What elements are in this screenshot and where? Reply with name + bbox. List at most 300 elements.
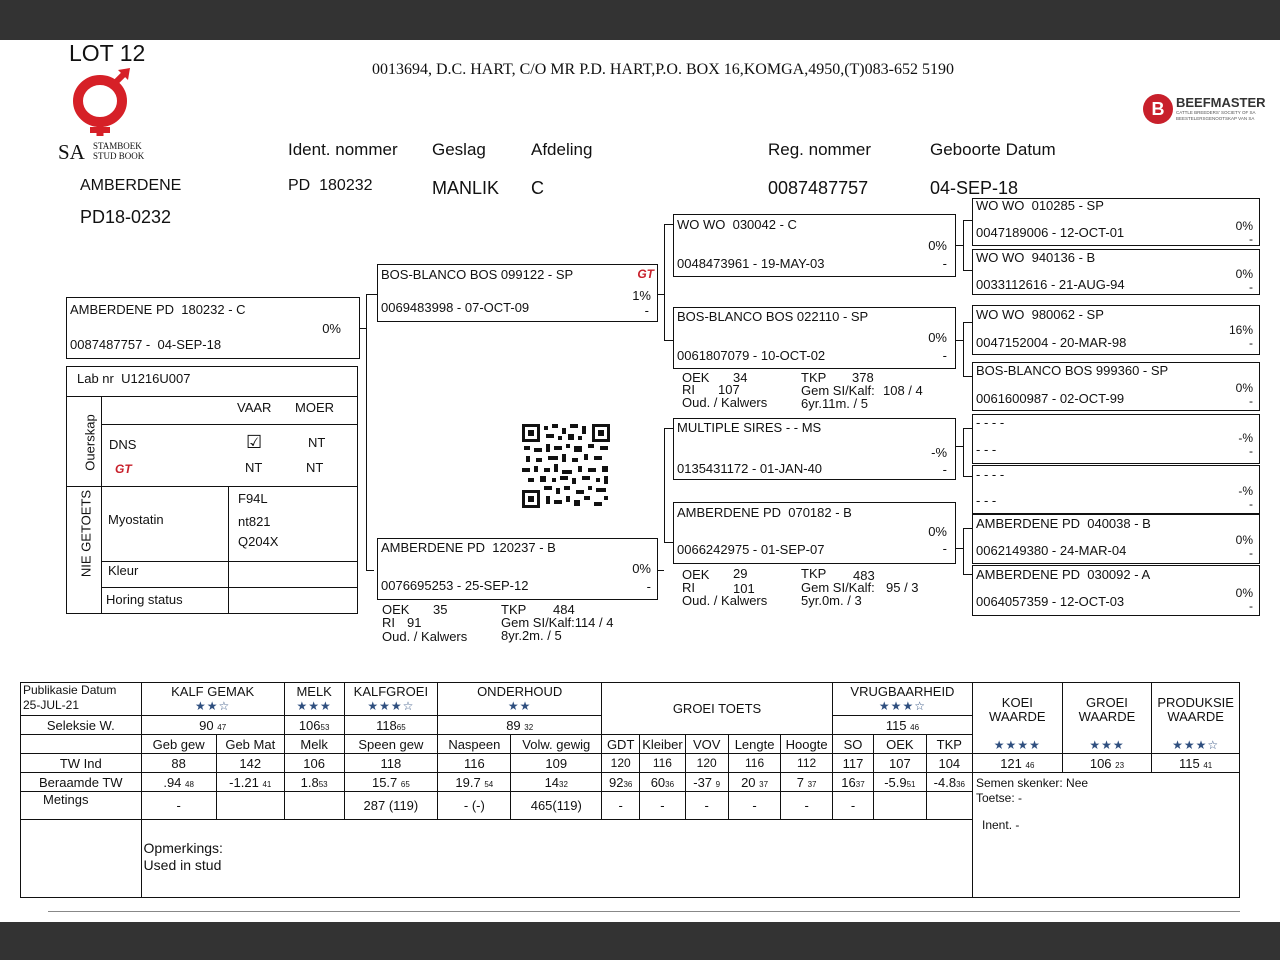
btw-cell bbox=[728, 773, 781, 792]
ds-reg: 0135431172 - 01-JAN-40 bbox=[677, 461, 823, 476]
dam-dam-box[interactable] bbox=[673, 502, 956, 564]
sd-ri-label: RI bbox=[682, 382, 695, 397]
ss-reg: 0048473961 - 19-MAY-03 bbox=[677, 256, 825, 271]
btw-val: 1.8 bbox=[300, 774, 319, 790]
ggp4-dash: - bbox=[1249, 394, 1253, 408]
groei-label2: WAARDE bbox=[1078, 709, 1136, 724]
dam-age: 8yr.2m. / 5 bbox=[501, 628, 562, 643]
dd-reg: 0066242975 - 01-SEP-07 bbox=[677, 542, 825, 557]
subject-pct: 0% bbox=[322, 321, 341, 336]
ggp6-pct: -% bbox=[1238, 484, 1253, 498]
onderhoud-sel bbox=[438, 716, 602, 735]
tw-cell: 142 bbox=[216, 754, 284, 773]
tw-cell: 109 bbox=[511, 754, 602, 773]
dd-pct: 0% bbox=[928, 524, 947, 539]
ggp4-reg: 0061600987 - 02-OCT-99 bbox=[976, 391, 1125, 406]
myo-nt821: nt821 bbox=[238, 514, 271, 529]
dam-ri-value: 91 bbox=[407, 615, 422, 630]
sd-age: 6yr.11m. / 5 bbox=[801, 396, 868, 411]
owner-line: 0013694, D.C. HART, C/O MR P.D. HART,P.O. BOX 16,KOMGA,4950,(T)083-652 5190 bbox=[372, 61, 954, 78]
kalf-gemak-header bbox=[141, 683, 284, 716]
semen-cell bbox=[973, 775, 1240, 898]
tw-groei-val: 106 bbox=[1089, 755, 1112, 771]
ggp-box-5[interactable] bbox=[972, 414, 1260, 464]
btw-val: -4.8 bbox=[933, 774, 957, 790]
btw-sub: 32 bbox=[559, 779, 568, 789]
beefmaster-name: BEEFMASTER bbox=[1176, 95, 1266, 110]
tw-cell: 106 bbox=[284, 754, 344, 773]
sd-tkp-label: TKP bbox=[801, 370, 827, 385]
btw-val: 20 bbox=[741, 774, 756, 790]
melk-sel bbox=[284, 716, 344, 735]
tw-cell: 116 bbox=[728, 754, 781, 773]
col-hoogte: Hoogte bbox=[781, 735, 833, 754]
ident-header: Ident. nommer bbox=[288, 140, 398, 159]
dam-box[interactable] bbox=[377, 538, 658, 600]
ggp1-name: WO WO 010285 - SP bbox=[976, 198, 1104, 213]
opm-label: Opmerkings: bbox=[143, 840, 223, 856]
seleksie-label: Seleksie W. bbox=[21, 716, 142, 735]
sire-pct: 1% bbox=[632, 288, 651, 303]
kalf-gemak-stars: ★★☆ bbox=[195, 699, 231, 713]
col-oek: OEK bbox=[874, 735, 927, 754]
moer-header: MOER bbox=[295, 400, 334, 415]
kalfgroei-sel bbox=[344, 716, 438, 735]
kalf-gemak-label: KALF GEMAK bbox=[171, 684, 255, 699]
col-lengte: Lengte bbox=[728, 735, 781, 754]
ggp7-dash: - bbox=[1249, 546, 1253, 560]
ggp-box-1[interactable] bbox=[972, 198, 1260, 246]
sire-dash: - bbox=[644, 303, 649, 318]
produksie-label1: PRODUKSIE bbox=[1157, 695, 1234, 710]
kalf-gemak-sub: 47 bbox=[217, 722, 227, 732]
sex-header: Geslag bbox=[432, 140, 486, 159]
vrugbaarheid-label: VRUGBAARHEID bbox=[850, 684, 955, 699]
ggp7-reg: 0062149380 - 24-MAR-04 bbox=[976, 543, 1127, 558]
qr-code-icon bbox=[522, 424, 610, 508]
ggp8-name: AMBERDENE PD 030092 - A bbox=[976, 567, 1151, 582]
tw-row bbox=[21, 754, 1240, 773]
dam-oek-value: 35 bbox=[433, 602, 448, 617]
ggp2-dash: - bbox=[1249, 280, 1253, 294]
sd-ri-value: 107 bbox=[718, 382, 740, 397]
opm-text: Used in stud bbox=[143, 857, 222, 873]
ggp3-name: WO WO 980062 - SP bbox=[976, 307, 1104, 322]
dd-age: 5yr.0m. / 3 bbox=[801, 593, 862, 608]
dam-tkp-label: TKP bbox=[501, 602, 527, 617]
btw-sub: 51 bbox=[906, 779, 916, 789]
tw-koei bbox=[973, 754, 1063, 773]
toetse-text: Toetse: - bbox=[976, 790, 1023, 805]
produksie-label2: WAARDE bbox=[1167, 709, 1224, 724]
btw-val: 7 bbox=[796, 774, 804, 790]
col-naspeen: Naspeen bbox=[438, 735, 511, 754]
ggp-box-4[interactable] bbox=[972, 362, 1260, 411]
onderhoud-header bbox=[438, 683, 602, 716]
btw-val: 92 bbox=[608, 774, 624, 790]
btw-val: -1.21 bbox=[229, 774, 259, 790]
ggp6-name: - - - - bbox=[976, 467, 1005, 482]
ident-code: PD18-0232 bbox=[80, 207, 172, 227]
btw-sub: 36 bbox=[623, 779, 633, 789]
col-gdt: GDT bbox=[602, 735, 640, 754]
ss-name: WO WO 030042 - C bbox=[677, 217, 797, 232]
ggp7-name: AMBERDENE PD 040038 - B bbox=[976, 516, 1151, 531]
groei-waarde-header bbox=[1062, 683, 1152, 754]
onderhoud-sub: 32 bbox=[524, 722, 534, 732]
produksie-waarde-header bbox=[1152, 683, 1240, 754]
semen-text: Semen skenker: Nee bbox=[976, 775, 1089, 790]
ss-pct: 0% bbox=[928, 238, 947, 253]
metings-row bbox=[21, 792, 1240, 820]
melk-stars: ★★★ bbox=[296, 699, 332, 713]
herd-name: AMBERDENE bbox=[80, 177, 182, 194]
dd-gem-value: 95 / 3 bbox=[886, 580, 919, 595]
sex-value: MANLIK bbox=[432, 178, 500, 198]
dam-oek-label: OEK bbox=[382, 602, 410, 617]
ggp8-pct: 0% bbox=[1235, 586, 1253, 600]
subject-name: AMBERDENE PD 180232 - C bbox=[70, 302, 246, 317]
ggp-box-7[interactable] bbox=[972, 514, 1260, 564]
gt-logo-icon: GT bbox=[115, 462, 132, 476]
horing-label: Horing status bbox=[106, 592, 183, 607]
dd-name: AMBERDENE PD 070182 - B bbox=[677, 505, 852, 520]
pub-date: 25-JUL-21 bbox=[23, 698, 80, 712]
sa-text: SA bbox=[58, 140, 85, 164]
reg-header: Reg. nommer bbox=[768, 140, 871, 159]
btw-sub: 37 bbox=[855, 779, 865, 789]
performance-table bbox=[20, 682, 1240, 898]
col-melk: Melk bbox=[284, 735, 344, 754]
met-cell bbox=[216, 792, 284, 820]
beefmaster-logo bbox=[1143, 92, 1268, 126]
opm-cell bbox=[141, 820, 972, 898]
btw-sub: 65 bbox=[400, 779, 410, 789]
sd-reg: 0061807079 - 10-OCT-02 bbox=[677, 348, 826, 363]
btw-val: -37 bbox=[693, 774, 713, 790]
dam-sire-box[interactable] bbox=[673, 418, 956, 480]
gt-vaar-value: NT bbox=[245, 460, 263, 475]
btw-cell bbox=[216, 773, 284, 792]
btw-cell bbox=[511, 773, 602, 792]
sd-oek-label: OEK bbox=[682, 370, 710, 385]
tw-koei-sub: 46 bbox=[1025, 760, 1035, 770]
met-label: Metings bbox=[21, 792, 142, 820]
sire-dam-box[interactable] bbox=[673, 307, 956, 369]
dam-reg: 0076695253 - 25-SEP-12 bbox=[381, 578, 529, 593]
col-volw-gewig: Volw. gewig bbox=[511, 735, 602, 754]
btw-sub: 37 bbox=[807, 779, 817, 789]
dns-checkbox-icon: ☑ bbox=[246, 432, 263, 452]
studbook-symbol-icon bbox=[58, 68, 158, 138]
tw-prod bbox=[1152, 754, 1240, 773]
btw-val: 16 bbox=[841, 774, 856, 790]
tw-cell: 107 bbox=[874, 754, 927, 773]
tw-groei-sub: 23 bbox=[1115, 760, 1125, 770]
pub-cell bbox=[21, 683, 142, 716]
sire-gt-icon: GT bbox=[637, 267, 654, 281]
btw-val: 60 bbox=[650, 774, 666, 790]
kalfgroei-val: 118 bbox=[376, 717, 397, 733]
tw-cell: 88 bbox=[141, 754, 216, 773]
ggp-box-6[interactable] bbox=[972, 465, 1260, 514]
met-cell: 465(119) bbox=[511, 792, 602, 820]
kalf-gemak-sel bbox=[141, 716, 284, 735]
ggp3-pct: 16% bbox=[1228, 323, 1253, 337]
col-kleiber: Kleiber bbox=[640, 735, 685, 754]
kalfgroei-label: KALFGROEI bbox=[353, 684, 429, 699]
ggp5-dash: - bbox=[1249, 444, 1253, 458]
ggp2-reg: 0033112616 - 21-AUG-94 bbox=[976, 277, 1125, 292]
onderhoud-val: 89 bbox=[506, 717, 521, 733]
met-cell: - bbox=[832, 792, 873, 820]
sd-oud-label: Oud. / Kalwers bbox=[682, 395, 768, 410]
kleur-label: Kleur bbox=[108, 563, 139, 578]
dam-ri-label: RI bbox=[382, 615, 395, 630]
btw-cell bbox=[640, 773, 685, 792]
tw-cell: 120 bbox=[685, 754, 728, 773]
groei-stars: ★★★ bbox=[1089, 738, 1125, 752]
btw-cell bbox=[874, 773, 927, 792]
beefmaster-tag2: BEESTELERSGENOOTSKAP VAN SA bbox=[1176, 116, 1255, 121]
met-cell bbox=[926, 792, 972, 820]
ds-pct: -% bbox=[931, 445, 947, 460]
tw-cell: 120 bbox=[602, 754, 640, 773]
ggp1-dash: - bbox=[1249, 232, 1253, 246]
vrugbaarheid-val: 115 bbox=[885, 717, 907, 733]
col-vov: VOV bbox=[685, 735, 728, 754]
dns-label: DNS bbox=[109, 437, 137, 452]
inent-text: Inent. - bbox=[982, 817, 1020, 832]
sd-gem-label: Gem SI/Kalf: bbox=[801, 383, 875, 398]
stamboek-text: STAMBOEK bbox=[93, 141, 142, 151]
ouerskap-label: Ouerskap bbox=[82, 414, 98, 471]
ggp8-dash: - bbox=[1249, 599, 1253, 613]
top-bar bbox=[0, 0, 1280, 40]
lot-number: LOT 12 bbox=[69, 40, 146, 66]
pub-label: Publikasie Datum bbox=[23, 683, 117, 697]
ggp3-reg: 0047152004 - 20-MAR-98 bbox=[976, 335, 1127, 350]
dd-tkp-label: TKP bbox=[801, 566, 827, 581]
ggp-box-2[interactable] bbox=[972, 249, 1260, 295]
group-header-row bbox=[21, 683, 1240, 716]
tw-cell: 104 bbox=[926, 754, 972, 773]
ggp6-reg: - - - bbox=[976, 493, 997, 508]
studbook-text: STUD BOOK bbox=[93, 151, 145, 161]
dns-moer-value: NT bbox=[308, 435, 326, 450]
ggp5-pct: -% bbox=[1238, 431, 1253, 445]
sd-oek-value: 34 bbox=[733, 370, 748, 385]
ggp-box-8[interactable] bbox=[972, 565, 1260, 616]
sd-pct: 0% bbox=[928, 330, 947, 345]
bottom-bar bbox=[0, 922, 1280, 960]
melk-sub: 53 bbox=[320, 722, 330, 732]
btw-val: -5.9 bbox=[884, 774, 907, 790]
onderhoud-stars: ★★ bbox=[507, 699, 532, 713]
btw-cell bbox=[832, 773, 873, 792]
ggp5-name: - - - - bbox=[976, 415, 1005, 430]
tw-prod-val: 115 bbox=[1179, 755, 1200, 771]
melk-header bbox=[284, 683, 344, 716]
col-so: SO bbox=[832, 735, 873, 754]
col-geb-mat: Geb Mat bbox=[216, 735, 284, 754]
ggp6-dash: - bbox=[1249, 497, 1253, 511]
section-header: Afdeling bbox=[531, 140, 593, 159]
btw-val: 15.7 bbox=[371, 774, 398, 790]
ggp-box-3[interactable] bbox=[972, 305, 1260, 355]
sd-dash: - bbox=[942, 348, 947, 363]
subject-reg: 0087487757 - 04-SEP-18 bbox=[70, 337, 222, 352]
tw-cell: 116 bbox=[640, 754, 685, 773]
btw-val: 19.7 bbox=[455, 774, 481, 790]
tw-cell: 112 bbox=[781, 754, 833, 773]
vaar-header: VAAR bbox=[237, 400, 272, 415]
dd-ri-label: RI bbox=[682, 580, 695, 595]
dam-dash: - bbox=[646, 579, 651, 594]
dd-oud-label: Oud. / Kalwers bbox=[682, 593, 768, 608]
myo-q204x: Q204X bbox=[238, 534, 279, 549]
dd-ri-value: 101 bbox=[733, 581, 755, 596]
koei-label2: WAARDE bbox=[989, 709, 1046, 724]
btw-cell bbox=[344, 773, 438, 792]
tw-groei bbox=[1062, 754, 1152, 773]
dam-tkp-value: 484 bbox=[553, 602, 575, 617]
sd-gem-value: 108 / 4 bbox=[883, 383, 923, 398]
met-cell: - bbox=[640, 792, 685, 820]
met-cell: - bbox=[141, 792, 216, 820]
ggp3-dash: - bbox=[1249, 336, 1253, 350]
ggp8-reg: 0064057359 - 12-OCT-03 bbox=[976, 594, 1125, 609]
sd-name: BOS-BLANCO BOS 022110 - SP bbox=[677, 309, 869, 324]
col-speen-gew: Speen gew bbox=[344, 735, 438, 754]
btw-val: 14 bbox=[544, 774, 560, 790]
vrugbaarheid-stars: ★★★☆ bbox=[878, 699, 926, 713]
met-cell: - bbox=[602, 792, 640, 820]
tw-cell: 117 bbox=[832, 754, 873, 773]
btw-cell bbox=[781, 773, 833, 792]
colhead-blank bbox=[21, 735, 142, 754]
btw-cell bbox=[438, 773, 511, 792]
btw-cell bbox=[141, 773, 216, 792]
met-cell bbox=[874, 792, 927, 820]
groei-label1: GROEI bbox=[1086, 695, 1128, 710]
btw-sub: 9 bbox=[715, 779, 721, 789]
btw-sub: 37 bbox=[759, 779, 769, 789]
dam-gem: Gem SI/Kalf:114 / 4 bbox=[501, 615, 614, 630]
btw-cell bbox=[926, 773, 972, 792]
myostatin-label: Myostatin bbox=[108, 512, 164, 527]
vrugbaarheid-sel bbox=[832, 716, 972, 735]
tw-prod-sub: 41 bbox=[1203, 760, 1213, 770]
ggp1-pct: 0% bbox=[1235, 219, 1253, 233]
ds-dash: - bbox=[942, 462, 947, 477]
ggp7-pct: 0% bbox=[1235, 533, 1253, 547]
melk-label: MELK bbox=[296, 684, 332, 699]
produksie-stars: ★★★☆ bbox=[1172, 738, 1220, 752]
sire-box[interactable] bbox=[377, 264, 658, 322]
col-geb-gew: Geb gew bbox=[141, 735, 216, 754]
col-tkp: TKP bbox=[926, 735, 972, 754]
myo-f94l: F94L bbox=[238, 491, 268, 506]
sire-sire-box[interactable] bbox=[673, 214, 956, 277]
tw-koei-val: 121 bbox=[1000, 755, 1022, 771]
dd-dash: - bbox=[942, 541, 947, 556]
tw-cell: 118 bbox=[344, 754, 438, 773]
btw-cell bbox=[284, 773, 344, 792]
gt-moer-value: NT bbox=[306, 460, 324, 475]
ggp5-reg: - - - bbox=[976, 442, 997, 457]
btw-sub: 53 bbox=[318, 779, 328, 789]
ggp4-name: BOS-BLANCO BOS 999360 - SP bbox=[976, 363, 1169, 378]
btw-sub: 36 bbox=[665, 779, 675, 789]
vrugbaarheid-sub: 46 bbox=[910, 722, 920, 732]
dam-oud-label: Oud. / Kalwers bbox=[382, 629, 468, 644]
ggp2-name: WO WO 940136 - B bbox=[976, 250, 1096, 265]
dam-pct: 0% bbox=[632, 561, 651, 576]
vrugbaarheid-header bbox=[832, 683, 972, 716]
met-cell: 287 (119) bbox=[344, 792, 438, 820]
dd-tkp-value: 483 bbox=[853, 568, 875, 583]
nie-getoets-label: NIE GETOETS bbox=[78, 489, 94, 578]
btw-sub: 48 bbox=[185, 779, 194, 789]
sire-reg: 0069483998 - 07-OCT-09 bbox=[381, 300, 530, 315]
dob-header: Geboorte Datum bbox=[930, 140, 1056, 159]
sa-studbook-logo bbox=[58, 68, 158, 163]
ggp2-pct: 0% bbox=[1235, 267, 1253, 281]
onderhoud-label: ONDERHOUD bbox=[477, 684, 563, 699]
koei-label1: KOEI bbox=[1001, 695, 1033, 710]
ggp1-reg: 0047189006 - 12-OCT-01 bbox=[976, 225, 1125, 240]
dob-value: 04-SEP-18 bbox=[930, 178, 1019, 198]
koei-stars: ★★★★ bbox=[993, 738, 1041, 752]
reg-value: 0087487757 bbox=[768, 178, 869, 198]
lab-nr: Lab nr U1216U007 bbox=[77, 371, 191, 386]
met-cell: - bbox=[781, 792, 833, 820]
tw-label: TW Ind bbox=[21, 754, 142, 773]
koei-waarde-header bbox=[973, 683, 1063, 754]
dd-oek-value: 29 bbox=[733, 566, 748, 581]
sd-tkp-value: 378 bbox=[852, 370, 874, 385]
ds-name: MULTIPLE SIRES - - MS bbox=[677, 420, 822, 435]
met-cell: - bbox=[685, 792, 728, 820]
btw-sub: 41 bbox=[262, 779, 272, 789]
sire-name: BOS-BLANCO BOS 099122 - SP bbox=[381, 267, 574, 282]
kalfgroei-sub: 65 bbox=[396, 722, 406, 732]
met-cell bbox=[284, 792, 344, 820]
subject-box bbox=[66, 297, 360, 359]
beefmaster-tag1: CATTLE BREEDERS' SOCIETY OF SA bbox=[1176, 110, 1256, 115]
dd-oek-label: OEK bbox=[682, 567, 710, 582]
groei-toets-header: GROEI TOETS bbox=[602, 683, 833, 735]
dd-gem-label: Gem SI/Kalf: bbox=[801, 580, 875, 595]
section-value: C bbox=[531, 178, 544, 198]
met-cell: - bbox=[728, 792, 781, 820]
opm-blank bbox=[21, 820, 142, 898]
kalfgroei-header bbox=[344, 683, 438, 716]
kalfgroei-stars: ★★★☆ bbox=[367, 699, 415, 713]
btw-val: .94 bbox=[163, 774, 182, 790]
beefmaster-b-icon: B bbox=[1143, 94, 1173, 124]
btw-sub: 36 bbox=[956, 779, 965, 789]
ggp4-pct: 0% bbox=[1235, 381, 1253, 395]
btw-label: Beraamde TW bbox=[21, 773, 142, 792]
melk-val: 106 bbox=[298, 717, 321, 733]
dam-name: AMBERDENE PD 120237 - B bbox=[381, 540, 556, 555]
met-cell: - (-) bbox=[438, 792, 511, 820]
btw-cell bbox=[602, 773, 640, 792]
kalf-gemak-val: 90 bbox=[199, 717, 214, 733]
tw-cell: 116 bbox=[438, 754, 511, 773]
